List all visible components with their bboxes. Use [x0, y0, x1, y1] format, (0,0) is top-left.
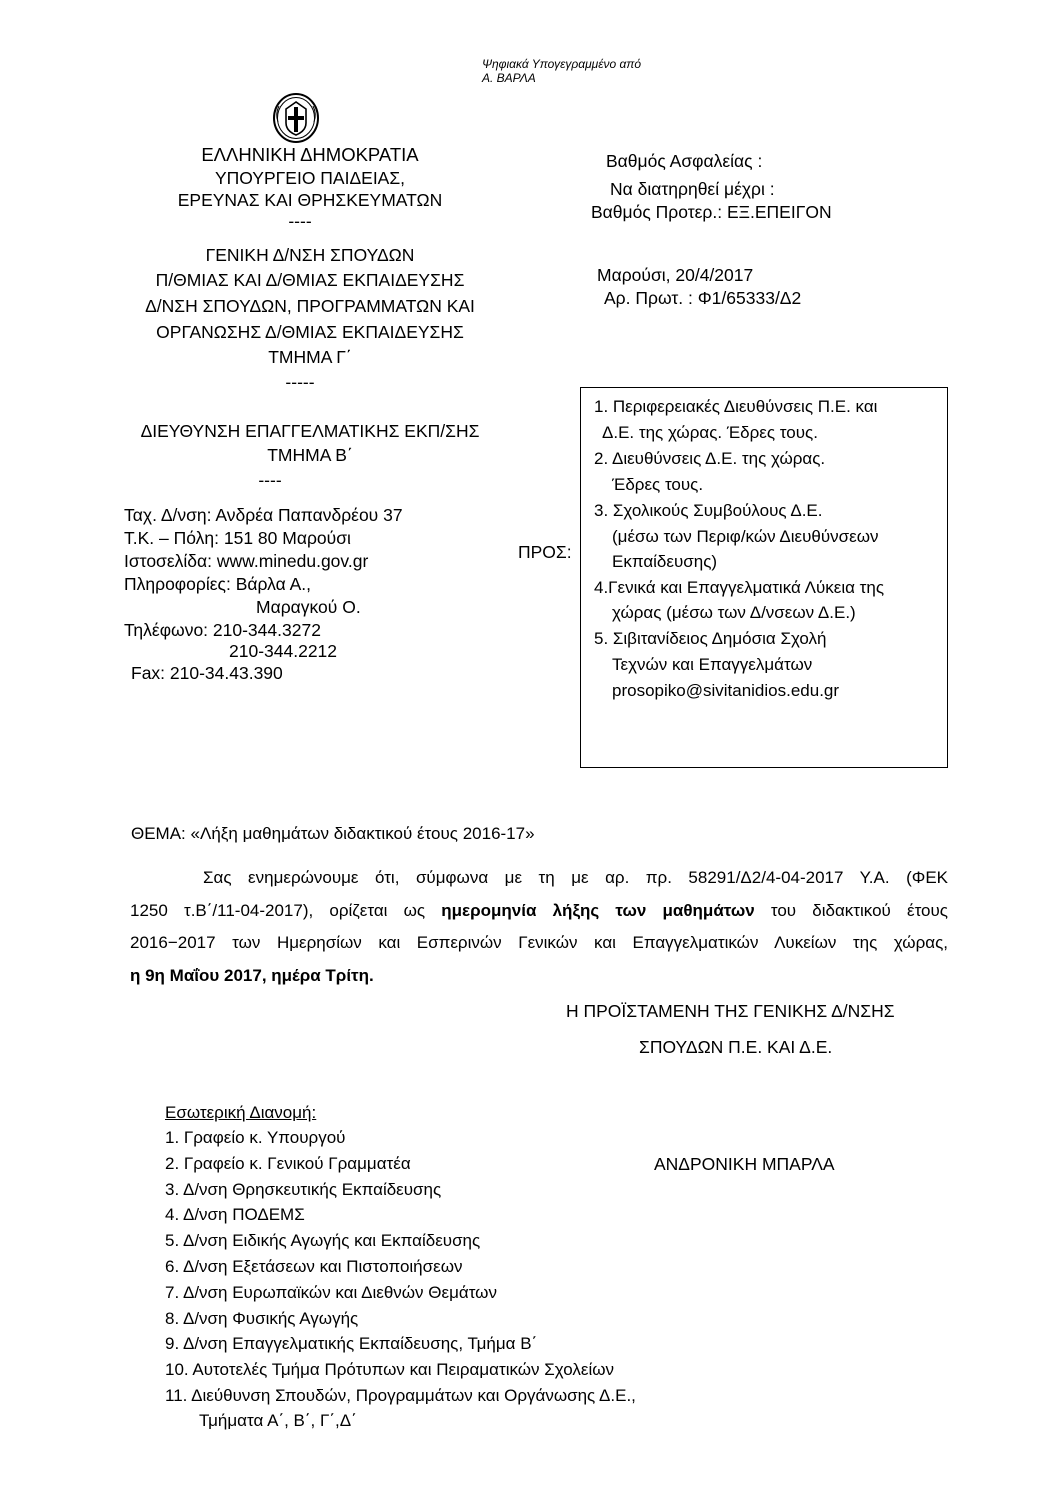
contact-website: Ιστοσελίδα: www.minedu.gov.gr [124, 551, 369, 571]
recipient-line: (μέσω των Περιφ/κών Διευθύνσεων [612, 527, 879, 546]
dept-line-3: Δ/ΝΣΗ ΣΠΟΥΔΩΝ, ΠΡΟΓΡΑΜΜΑΤΩΝ ΚΑΙ [145, 296, 475, 316]
protocol-number: Αρ. Πρωτ. : Φ1/65333/Δ2 [604, 288, 802, 308]
recipient-line: Εκπαίδευσης) [612, 552, 718, 571]
body-text-segment: του διδακτικού έτους [754, 900, 948, 920]
contact-info: Πληροφορίες: Βάρλα Α., [124, 574, 311, 594]
internal-list-item: 4. Δ/νση ΠΟΔΕΜΣ [165, 1205, 305, 1224]
body-line-1: Σας ενημερώνουμε ότι, σύμφωνα με τη με αρ. πρ. 58291/Δ2/4-04-2017 Υ.Α. (ΦΕΚ [203, 868, 948, 887]
recipient-email: prosopiko@sivitanidios.edu.gr [612, 681, 840, 700]
digital-signature-note-line1: Ψηφιακά Υπογεγραμμένο από [482, 57, 642, 71]
signatory-name: ΑΝΔΡΟΝΙΚΗ ΜΠΑΡΛΑ [654, 1154, 835, 1174]
recipient-line: 3. Σχολικούς Συμβούλους Δ.Ε. [594, 501, 823, 520]
body-text [130, 862, 948, 992]
recipients-box [580, 387, 948, 768]
ministry-line-2: ΕΡΕΥΝΑΣ ΚΑΙ ΘΡΗΣΚΕΥΜΑΤΩΝ [177, 190, 443, 210]
internal-list-item: 7. Δ/νση Ευρωπαϊκών και Διεθνών Θεμάτων [165, 1283, 497, 1302]
dept-line-4: ΟΡΓΑΝΩΣΗΣ Δ/ΘΜΙΑΣ ΕΚΠΑΙΔΕΥΣΗΣ [156, 322, 464, 342]
recipient-line: 2. Διευθύνσεις Δ.Ε. της χώρας. [594, 449, 826, 468]
priority-level: Βαθμός Προτερ.: ΕΞ.ΕΠΕΙΓΟΝ [591, 202, 832, 222]
coat-of-arms-emblem [272, 92, 320, 144]
internal-list-item: 5. Δ/νση Ειδικής Αγωγής και Εκπαίδευσης [165, 1231, 481, 1250]
ministry-line-1: ΥΠΟΥΡΓΕΙΟ ΠΑΙΔΕΙΑΣ, [214, 168, 406, 188]
dept-line-5: ΤΜΗΜΑ Γ΄ [268, 347, 352, 367]
contact-phone-2: 210-344.2212 [229, 641, 338, 661]
internal-list-item: 3. Δ/νση Θρησκευτικής Εκπαίδευσης [165, 1180, 442, 1199]
separator: ---- [258, 470, 282, 490]
internal-list-item: 8. Δ/νση Φυσικής Αγωγής [165, 1309, 359, 1328]
internal-list-item: Τμήματα Α΄, Β΄, Γ΄,Δ΄ [199, 1411, 357, 1430]
internal-list-item: 1. Γραφείο κ. Υπουργού [165, 1128, 346, 1147]
internal-list-item: 10. Αυτοτελές Τμήμα Πρότυπων και Πειραματικών Σχολείων [165, 1360, 615, 1379]
body-line-2 [130, 895, 948, 928]
signature-title-2: ΣΠΟΥΔΩΝ Π.Ε. ΚΑΙ Δ.Ε. [639, 1037, 833, 1057]
dept-line-1: ΓΕΝΙΚΗ Δ/ΝΣΗ ΣΠΟΥΔΩΝ [205, 245, 415, 265]
internal-list-item: 11. Διεύθυνση Σπουδών, Προγραμμάτων και Οργάνωσης Δ.Ε., [165, 1386, 636, 1405]
dept-line-2: Π/ΘΜΙΑΣ ΚΑΙ Δ/ΘΜΙΑΣ ΕΚΠΑΙΔΕΥΣΗΣ [155, 270, 465, 290]
end-date-emphasis: η 9η Μαΐου 2017, ημέρα Τρίτη. [130, 965, 374, 985]
recipient-line: χώρας (μέσω των Δ/νσεων Δ.Ε.) [612, 603, 856, 622]
recipient-line: 4.Γενικά και Επαγγελματικά Λύκεια της [594, 578, 885, 597]
contact-postal: Τ.Κ. – Πόλη: 151 80 Μαρούσι [124, 528, 351, 548]
to-label: ΠΡΟΣ: [518, 542, 572, 562]
body-emphasis: ημερομηνία λήξης των μαθημάτων [441, 900, 755, 920]
document-date: Μαρούσι, 20/4/2017 [597, 265, 754, 285]
contact-fax: Fax: 210-34.43.390 [131, 663, 283, 683]
recipient-line: 5. Σιβιτανίδειος Δημόσια Σχολή [594, 629, 827, 648]
separator: ---- [288, 211, 312, 231]
country-title: ΕΛΛΗΝΙΚΗ ΔΗΜΟΚΡΑΤΙΑ [201, 144, 419, 165]
contact-address: Ταχ. Δ/νση: Ανδρέα Παπανδρέου 37 [124, 505, 403, 525]
recipient-line: 1. Περιφερειακές Διευθύνσεις Π.Ε. και [594, 397, 878, 416]
keep-until: Να διατηρηθεί μέχρι : [610, 179, 775, 199]
recipient-line: Δ.Ε. της χώρας. Έδρες τους. [602, 423, 818, 442]
signature-title-1: Η ΠΡΟΪΣΤΑΜΕΝΗ ΤΗΣ ΓΕΝΙΚΗΣ Δ/ΝΣΗΣ [566, 1001, 895, 1021]
internal-list-item: 6. Δ/νση Εξετάσεων και Πιστοποιήσεων [165, 1257, 463, 1276]
recipient-line: Τεχνών και Επαγγελμάτων [612, 655, 813, 674]
body-text-segment: 1250 τ.Β΄/11-04-2017), ορίζεται ως [130, 900, 442, 920]
subject-line: ΘΕΜΑ: «Λήξη μαθημάτων διδακτικού έτους 2016-17» [131, 824, 535, 843]
directorate-line-1: ΔΙΕΥΘΥΝΣΗ ΕΠΑΓΓΕΛΜΑΤΙΚΗΣ ΕΚΠ/ΣΗΣ [140, 421, 480, 441]
separator: ----- [285, 372, 315, 392]
body-line-3: 2016−2017 των Ημερησίων και Εσπερινών Γενικών και Επαγγελματικών Λυκείων της χώρας, [130, 933, 948, 952]
recipient-line: Έδρες τους. [612, 475, 704, 494]
digital-signature-note-line2: Α. ΒΑΡΛΑ [482, 71, 536, 85]
internal-list-item: 9. Δ/νση Επαγγελματικής Εκπαίδευσης, Τμήμα Β΄ [165, 1334, 538, 1353]
directorate-line-2: ΤΜΗΜΑ Β΄ [267, 445, 353, 465]
body-line-4 [130, 960, 948, 993]
contact-info-2: Μαραγκού Ο. [256, 597, 361, 617]
internal-distribution-heading: Εσωτερική Διανομή: [165, 1103, 317, 1122]
internal-list-item: 2. Γραφείο κ. Γενικού Γραμματέα [165, 1154, 411, 1173]
contact-phone: Τηλέφωνο: 210-344.3272 [124, 620, 321, 640]
security-level: Βαθμός Ασφαλείας : [606, 151, 763, 171]
